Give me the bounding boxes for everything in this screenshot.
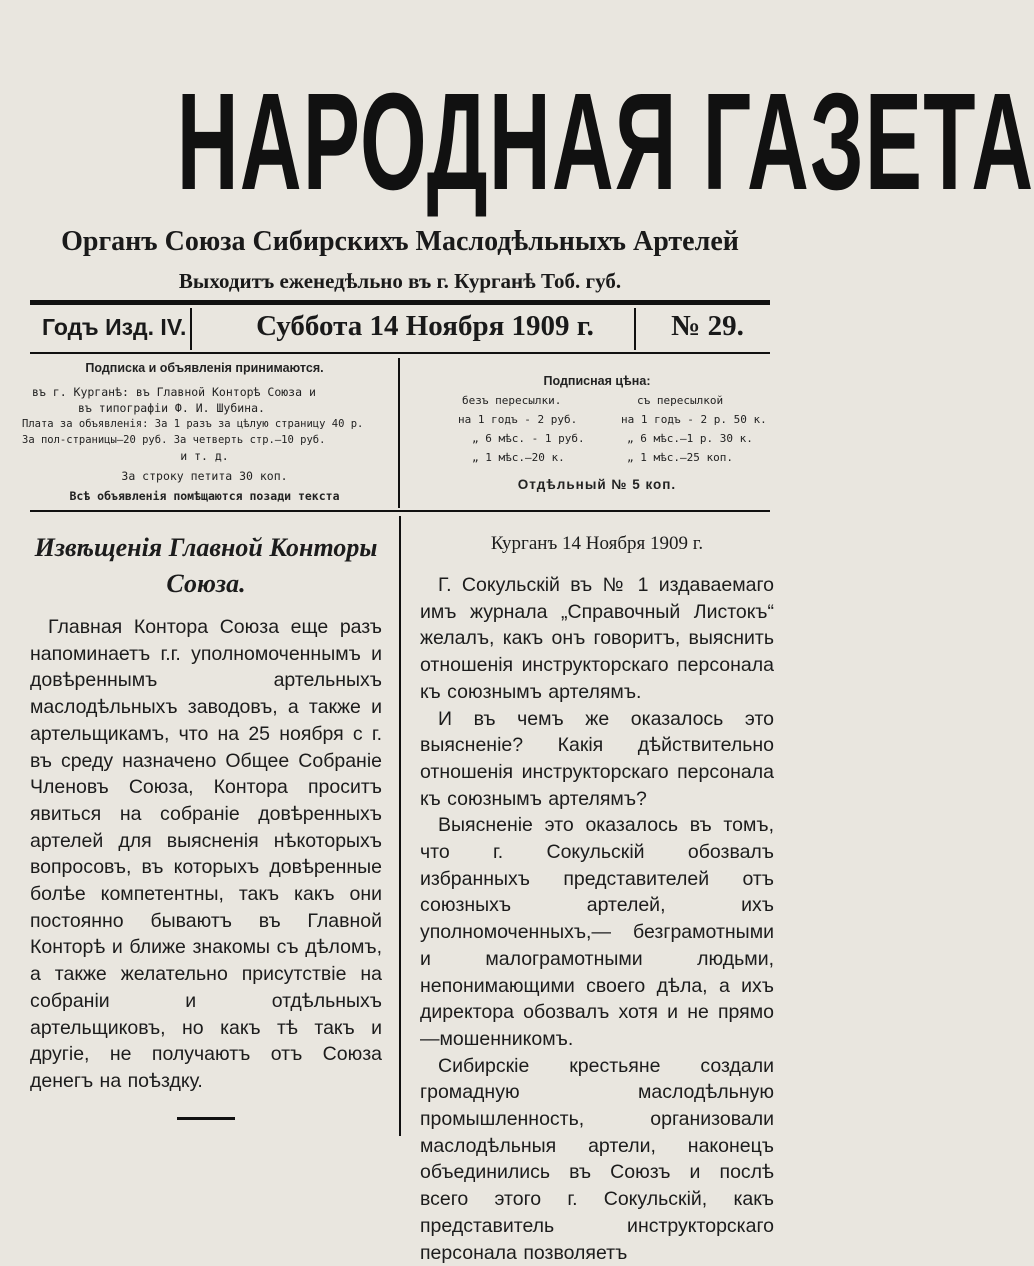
subscription-line: За строку петита 30 коп. xyxy=(121,469,288,483)
article-dateline: Курганъ 14 Ноября 1909 г. xyxy=(490,533,704,554)
issue-number: № 29. xyxy=(671,310,744,342)
subscription-line: въ типографіи Ф. И. Шубина. xyxy=(78,401,265,415)
single-copy-price: Отдѣльный № 5 коп. xyxy=(517,477,677,492)
article-paragraph: Сибирскіе крестьяне создали громадную маслодѣльную промышленность, организовали маслодѣльныя артели, наконецъ объединились въ Союзъ и послѣ всего этого г. Сокульскій, какъ представитель инструкторскаго персонала позволяетъ xyxy=(420,1054,774,1264)
notice-body: Главная Контора Союза еще разъ напоминаетъ г.г. уполномоченнымъ и довѣреннымъ артельныхъ маслодѣльныхъ заводовъ, а также и артельщикамъ, что на 25 ноября с г. въ среду назначено Общее Собраніе Членовъ Союза, Контора проситъ явиться на собраніе довѣренныхъ артелей для выясненія нѣкоторыхъ вопросовъ, въ которыхъ довѣренные болѣе компетентны, такъ какъ они постоянно бываютъ въ Главной Конторѣ и ближе знакомы съ дѣломъ, а также желательно присутствіе на собраніи и отдѣльныхъ артельщиковъ, но какъ тѣ такъ и другіе, не получаютъ отъ Союза денегъ на поѣздку. xyxy=(30,616,382,1092)
left-column xyxy=(30,530,382,1120)
price-row xyxy=(412,448,782,467)
newspaper-title: НАРОДНАЯ ГАЗЕТА xyxy=(176,65,1034,219)
right-column xyxy=(420,530,774,1266)
price-col-header: безъ пересылки. xyxy=(462,394,562,407)
price-cell: „ 1 мѣс.—25 коп. xyxy=(627,451,733,464)
price-cell: „ 1 мѣс.—20 к. xyxy=(472,451,565,464)
price-cell: на 1 годъ - 2 р. 50 к. xyxy=(621,413,767,426)
info-divider xyxy=(398,358,400,508)
price-cell: на 1 годъ - 2 руб. xyxy=(458,413,578,426)
masthead xyxy=(40,62,1034,222)
column-divider xyxy=(399,516,401,1136)
price-cell: „ 6 мѣс. - 1 руб. xyxy=(472,432,585,445)
organ-subtitle: Органъ Союза Сибирскихъ Маслодѣльныхъ Артелей xyxy=(61,226,739,257)
article-paragraph: И въ чемъ же оказалось это выясненіе? Какія дѣйствительно отношенія инструкторскаго персонала къ союзнымъ артелямъ? xyxy=(420,707,774,810)
price-row xyxy=(412,410,782,429)
subscription-header: Подписка и объявленія принимаются. xyxy=(85,361,324,375)
end-rule xyxy=(177,1117,235,1120)
issue-line xyxy=(30,310,770,354)
publication-note: Выходитъ еженедѣльно въ г. Курганѣ Тоб. губ. xyxy=(178,269,622,293)
article-paragraph: Г. Сокульскій въ № 1 издаваемаго имъ журнала „Справочный Листокъ“ желалъ, какъ онъ говоритъ, выяснить отношенія инструкторскаго персонала къ союзнымъ артелямъ. xyxy=(420,574,774,703)
subscription-line: Плата за объявленія: За 1 разъ за цѣлую страницу 40 р. xyxy=(22,418,364,430)
publication-year: Годъ Изд. IV. xyxy=(42,314,187,340)
subscription-info xyxy=(22,360,387,504)
price-cell: „ 6 мѣс.—1 р. 30 к. xyxy=(627,432,753,445)
subscription-line: и т. д. xyxy=(180,449,229,463)
issue-date: Суббота 14 Ноября 1909 г. xyxy=(256,310,594,342)
subscription-line: Всѣ объявленія помѣщаются позади текста xyxy=(69,489,340,503)
price-row xyxy=(412,429,782,448)
subscription-prices xyxy=(412,372,782,494)
article-paragraph: Выясненіе это оказалось въ томъ, что г. Сокульскій обозвалъ избранныхъ представителей отъ союзныхъ артелей, ихъ уполномоченныхъ,— безграмотными и малограмотными людьми, непонимающими своего дѣла, а ихъ директора обозвалъ хотя и не прямо—мошенникомъ. xyxy=(420,814,774,1050)
notice-title: Извѣщенія Главной Конторы Союза. xyxy=(34,533,378,598)
subscription-line: въ г. Курганѣ: въ Главной Конторѣ Союза и xyxy=(32,385,316,399)
prices-col-headers xyxy=(412,391,782,410)
subscription-line: За пол-страницы—20 руб. За четверть стр.—10 руб. xyxy=(22,434,326,446)
price-col-header: съ пересылкой xyxy=(637,394,724,407)
header-bottom-rule xyxy=(30,510,770,512)
top-rule xyxy=(30,300,770,305)
prices-header: Подписная цѣна: xyxy=(543,374,651,388)
